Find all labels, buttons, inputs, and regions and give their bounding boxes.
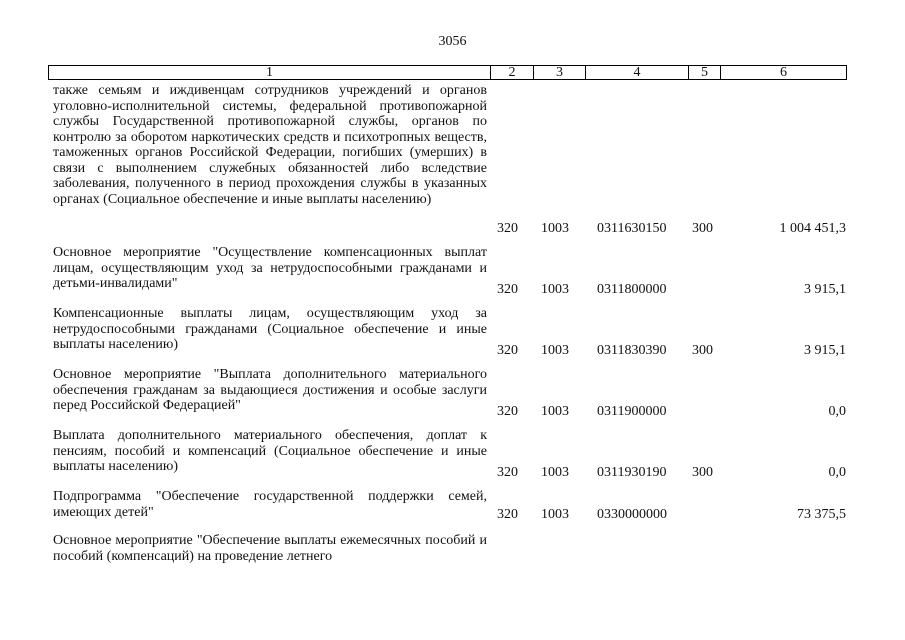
row-col-5: 300 [692,221,713,236]
row-col-4: 0311900000 [597,404,667,419]
row-col-6: 1 004 451,3 [779,221,846,236]
row-description: Подпрограмма "Обеспечение государственной поддержки семей, имеющих детей" [53,489,487,520]
page-number: 3056 [438,34,467,49]
row-description: Компенсационные выплаты лицам, осуществляющим уход за нетрудоспособными гражданами (Социальное обеспечение и иные выплаты населению) [53,306,487,352]
row-description: также семьям и иждивенцам сотрудников учреждений и органов уголовно-исполнительной системы, федеральной противопожарной службы Государственной противопожарной службы, органов по контролю за оборотом наркотических средств и психотропных веществ, таможенных органов Российской Федерации, погибших (умерших) в связи с выполнением служебных обязанностей либо вследствие заболевания, полученного в период прохождения службы в указанных органах (Социальное обеспечение и иные выплаты населению) [53,83,487,207]
row-col-4: 0311930190 [597,465,667,480]
row-col-6: 0,0 [828,404,846,419]
row-col-2: 320 [497,343,518,358]
row-col-4: 0311630150 [597,221,667,236]
row-description: Основное мероприятие "Осуществление компенсационных выплат лицам, осуществляющим уход за нетрудоспособными гражданами и детьми-инвалидами" [53,245,487,291]
row-col-2: 320 [497,404,518,419]
header-col-3: 3 [533,66,585,79]
table-header [48,65,847,80]
header-col-4: 4 [585,66,688,79]
header-col-5: 5 [688,66,720,79]
row-col-3: 1003 [541,221,569,236]
row-description: Выплата дополнительного материального обеспечения, доплат к пенсиям, пособий и компенсаций (Социальное обеспечение и иные выплаты населению) [53,428,487,474]
row-description: Основное мероприятие "Выплата дополнительного материального обеспечения гражданам за выдающиеся достижения и особые заслуги перед Российской Федерацией" [53,367,487,413]
row-col-3: 1003 [541,507,569,522]
row-col-2: 320 [497,507,518,522]
row-col-5: 300 [692,465,713,480]
header-col-6: 6 [720,66,846,79]
row-col-4: 0330000000 [597,507,667,522]
row-col-2: 320 [497,282,518,297]
row-col-3: 1003 [541,465,569,480]
row-col-6: 0,0 [828,465,846,480]
row-col-2: 320 [497,465,518,480]
header-col-1: 1 [266,65,273,80]
row-col-3: 1003 [541,343,569,358]
row-col-6: 3 915,1 [804,282,846,297]
row-col-6: 3 915,1 [804,343,846,358]
row-description: Основное мероприятие "Обеспечение выплаты ежемесячных пособий и пособий (компенсаций) на проведение летнего [53,533,487,564]
row-col-5: 300 [692,343,713,358]
row-col-4: 0311800000 [597,282,667,297]
row-col-3: 1003 [541,404,569,419]
row-col-2: 320 [497,221,518,236]
row-col-6: 73 375,5 [797,507,846,522]
row-col-3: 1003 [541,282,569,297]
header-col-2: 2 [490,66,533,79]
row-col-4: 0311830390 [597,343,667,358]
